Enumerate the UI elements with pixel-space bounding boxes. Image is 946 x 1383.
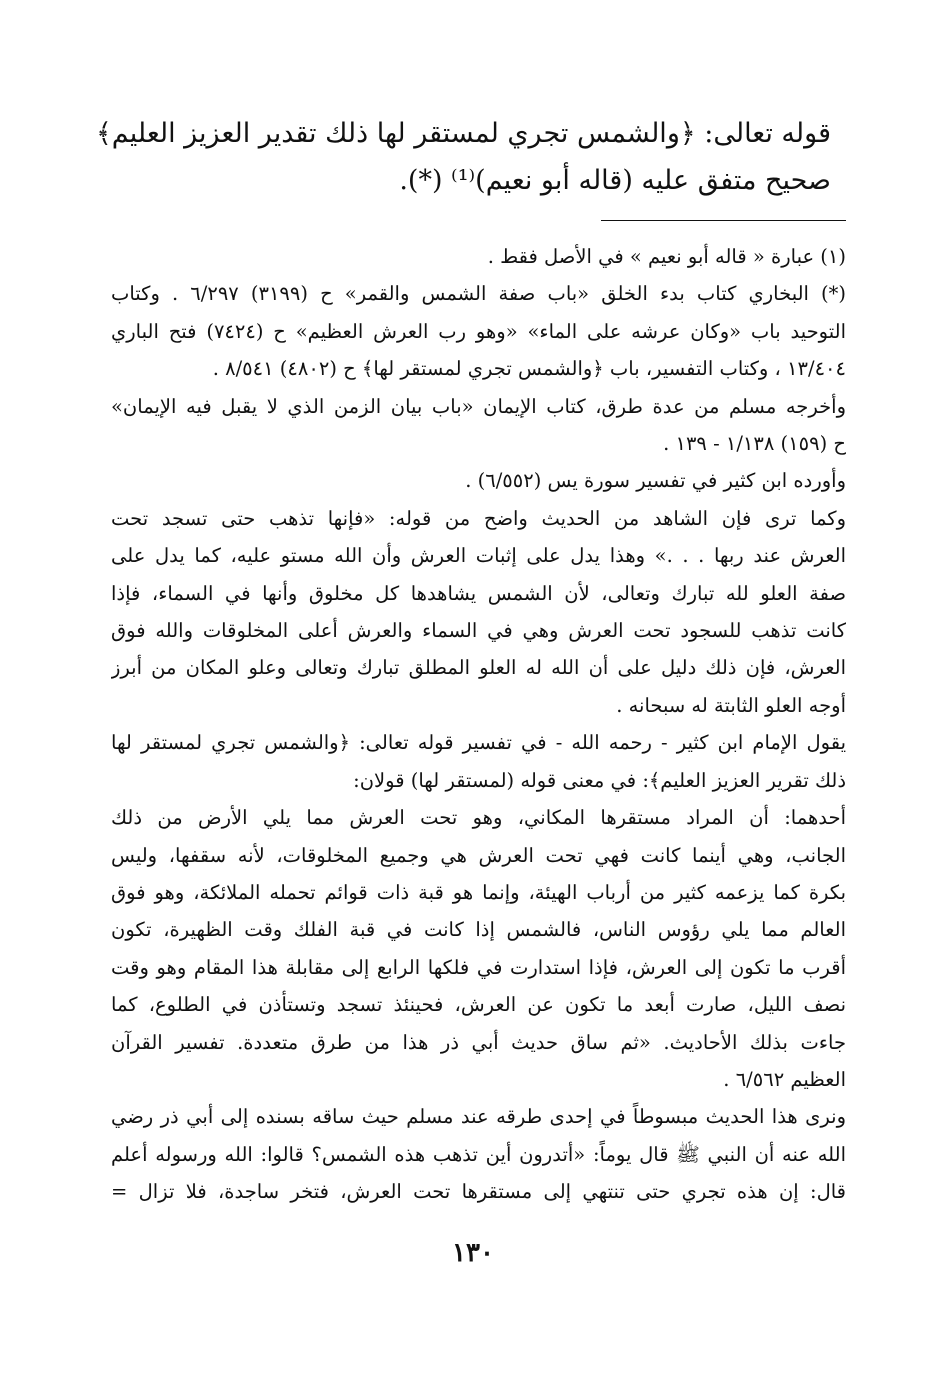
footnote-line: (*) البخاري كتاب بدء الخلق «باب صفة الشمس والقمر» ح (٣١٩٩) ٦/٢٩٧ . وكتاب [111,282,846,306]
footnote-line: قال: إن هذه تجري حتى تنتهي إلى مستقرها تحت العرش، فتخر ساجدة، فلا تزال = [111,1180,846,1204]
footnote-line: ١٣/٤٠٤ ، وكتاب التفسير، باب ﴿والشمس تجري لمستقر لها﴾ ح (٤٨٠٢) ٨/٥٤١ . [212,357,846,381]
footnote-line: العالم مما يلي رؤوس الناس، فالشمس إذا كانت في قبة الفلك وقت الظهيرة، تكون [111,918,846,942]
page-number: ١٣٠ [452,1238,494,1268]
footnote-line: أوجه العلو الثابتة له سبحانه . [616,693,846,717]
main-text-line: قوله تعالى: ﴿والشمس تجري لمستقر لها ذلك تقدير العزيز العليم﴾ [95,118,831,149]
footnote-line: الله عنه أن النبي ﷺ قال يوماً: «أتدرون أين تذهب هذه الشمس؟ قالوا: الله ورسوله أعلم [111,1142,846,1166]
footnote-line: العرش، فإن ذلك دليل على أن الله له العلو المطلق تبارك وتعالى وعلو المكان من أبرز [111,656,846,680]
footnote-line: ذلك تقرير العزيز العليم﴾: في معنى قوله (لمستقر لها) قولان: [353,768,846,792]
footnote-line: العرش عند ربها . . .» وهذا يدل على إثبات العرش وأن الله مستو عليه، كما يدل على [111,544,846,568]
footnote-line: وأخرجه مسلم من عدة طرق، كتاب الإيمان «باب بيان الزمن الذي لا يقبل فيه الإيمان» [111,394,846,418]
footnote-line: التوحيد باب «وكان عرشه على الماء» «وهو رب العرش العظيم» ح (٧٤٢٤) فتح الباري [111,319,846,343]
main-text-line: صحيح متفق عليه (قاله أبو نعيم)⁽¹⁾ (*). [399,165,831,196]
footnote-line: جاءت بذلك الأحاديث. «ثم ساق حديث أبي ذر هذا من طرق متعددة. تفسير القرآن [111,1030,846,1054]
footnote-line: صفة العلو لله تبارك وتعالى، لأن الشمس يشاهدها كل مخلوق وأنها في السماء، فإذا [111,581,846,605]
footnote-line: ونرى هذا الحديث مبسوطاً في إحدى طرقه عند مسلم حيث ساقه بسنده إلى أبي ذر رضي [111,1105,846,1129]
footnote-line: الجانب، وهي أينما كانت فهي تحت العرش هي وجميع المخلوقات، لأنه سقفها، وليس [111,843,846,867]
footnote-line: ح (١٥٩) ١/١٣٨ - ١٣٩ . [663,432,846,456]
footnote-line: نصف الليل، صارت أبعد ما تكون عن العرش، فحينئذ تسجد وتستأذن في الطلوع، كما [111,993,846,1017]
footnote-line: (١) عبارة « قاله أبو نعيم » في الأصل فقط . [487,245,846,268]
main-text [95,110,831,204]
footnote-line: كانت تذهب للسجود تحت العرش وهي في السماء والعرش أعلى المخلوقات والله فوق [111,619,846,643]
footnote-line: وكما ترى فإن الشاهد من الحديث واضح من قوله: «فإنها تذهب حتى تسجد تحت [111,506,846,530]
footnote-line: وأورده ابن كثير في تفسير سورة يس (٦/٥٥٢) . [465,469,846,493]
footnotes [111,238,846,1211]
footnote-line: يقول الإمام ابن كثير - رحمه الله - في تفسير قوله تعالى: ﴿والشمس تجري لمستقر لها [111,731,846,755]
footnote-line: أحدهما: أن المراد مستقرها المكاني، وهو تحت العرش مما يلي الأرض من ذلك [111,806,846,830]
footnote-line: بكرة كما يزعمه كثير من أرباب الهيئة، وإنما هو قبة ذات قوائم تحمله الملائكة، وهو فوق [111,880,846,904]
footnote-separator [601,220,846,221]
footnote-line: أقرب ما تكون إلى العرش، فإذا استدارت في فلكها الرابع إلى مقابلة هذا المقام وهو وقت [111,955,846,979]
footnote-line: العظيم ٦/٥٦٢ . [723,1067,846,1091]
